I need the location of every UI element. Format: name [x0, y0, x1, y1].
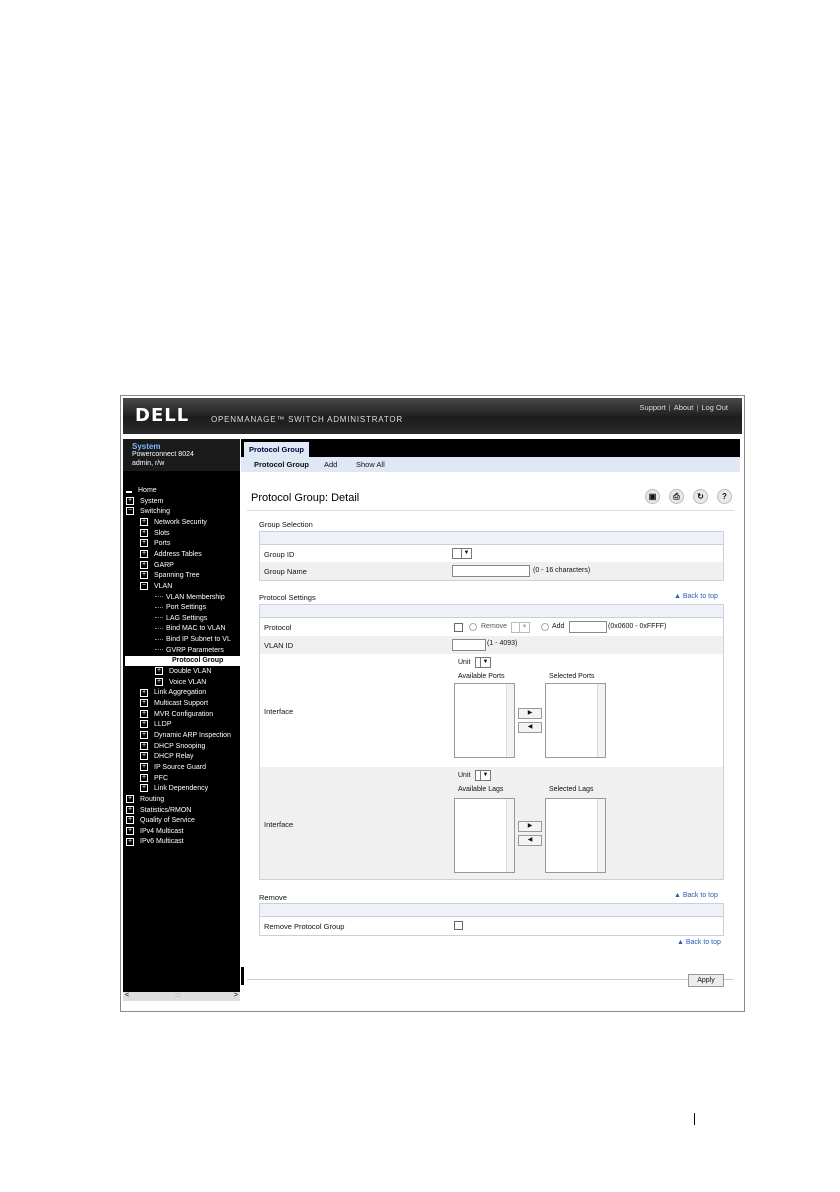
protocol-row: [260, 618, 723, 636]
dell-logo: DELL: [135, 405, 190, 426]
nav-item-statistics-rmon[interactable]: [126, 806, 191, 816]
nav-hscrollbar[interactable]: [123, 992, 240, 1001]
interface-label-lags: Interface: [264, 820, 294, 829]
nav-item-ports[interactable]: [140, 539, 170, 549]
expand-icon[interactable]: +: [141, 699, 147, 707]
tree-connector-icon: [155, 649, 163, 650]
tree-connector-icon: [155, 628, 163, 629]
nav-item-slots[interactable]: [140, 529, 170, 539]
nav-item-label: GVRP Parameters: [166, 646, 224, 654]
apply-button[interactable]: Apply: [688, 974, 724, 987]
product-name: OPENMANAGE™ SWITCH ADMINISTRATOR: [211, 415, 403, 424]
nav-item-address-tables[interactable]: [140, 550, 202, 560]
nav-item-label: Dynamic ARP Inspection: [154, 731, 231, 739]
back-to-top-link-1[interactable]: ▲ Back to top: [674, 593, 718, 600]
remove-protocol-group-row: [260, 917, 723, 935]
pane-splitter[interactable]: [241, 967, 244, 985]
nav-item-label: Protocol Group: [172, 657, 224, 665]
remove-radio[interactable]: [469, 623, 477, 631]
expand-icon[interactable]: +: [141, 763, 147, 771]
nav-item-garp[interactable]: [140, 561, 174, 571]
nav-item-label: Port Settings: [166, 604, 207, 612]
nav-item-label: LAG Settings: [166, 614, 208, 622]
protocol-settings-panel: [259, 604, 724, 880]
nav-item-label: Double VLAN: [169, 668, 212, 676]
expand-icon[interactable]: +: [141, 528, 147, 536]
nav-item-label: Voice VLAN: [169, 678, 207, 686]
expand-icon[interactable]: +: [141, 518, 147, 526]
nav-item-ipv4-multicast[interactable]: [126, 827, 184, 837]
available-lags-label: Available Lags: [458, 786, 504, 793]
nav-item-label: System: [140, 497, 164, 505]
vlan-id-input[interactable]: [452, 639, 486, 651]
group-name-hint: (0 - 16 characters): [533, 567, 591, 574]
sub-tab-bar: [241, 457, 740, 472]
nav-item-label: Network Security: [154, 518, 207, 526]
nav-item-double-vlan[interactable]: [155, 667, 211, 677]
group-id-row: [260, 545, 723, 562]
group-name-input[interactable]: [452, 565, 530, 577]
nav-item-spanning-tree[interactable]: [140, 571, 200, 581]
selected-lags-label: Selected Lags: [549, 786, 594, 793]
interface-ports-row: [260, 654, 723, 767]
expand-icon[interactable]: +: [141, 731, 147, 739]
nav-item-label: DHCP Snooping: [154, 742, 206, 750]
nav-item-label: Bind IP Subnet to VL: [166, 636, 231, 644]
help-icon[interactable]: ?: [717, 489, 732, 504]
expand-icon[interactable]: +: [141, 550, 147, 558]
expand-icon[interactable]: +: [127, 816, 133, 824]
nav-item-gvrp-parameters[interactable]: [155, 646, 224, 656]
group-selection-heading: Group Selection: [259, 520, 313, 529]
nav-item-label: VLAN: [154, 582, 173, 590]
vlan-id-row: [260, 636, 723, 654]
unit-label-lags: Unit: [458, 772, 471, 779]
nav-item-voice-vlan[interactable]: [155, 678, 206, 688]
protocol-range-hint: (0x0600 - 0xFFFF): [608, 623, 667, 630]
page-margin-mark: [694, 1113, 695, 1125]
chevron-down-icon: ▼: [519, 623, 529, 632]
protocol-checkbox[interactable]: [454, 623, 463, 632]
remove-select[interactable]: [511, 622, 530, 633]
group-name-row: [260, 562, 723, 580]
remove-heading: Remove: [259, 893, 287, 902]
nav-item-dhcp-relay[interactable]: [140, 752, 194, 762]
nav-item-label: LLDP: [154, 721, 172, 729]
expand-icon[interactable]: +: [156, 667, 162, 675]
nav-item-routing[interactable]: [126, 795, 164, 805]
system-title[interactable]: System: [132, 442, 161, 451]
nav-item-label: Routing: [140, 795, 165, 803]
collapse-icon[interactable]: −: [141, 582, 147, 589]
group-id-select[interactable]: [452, 548, 472, 559]
available-ports-label: Available Ports: [458, 673, 505, 680]
nav-item-home[interactable]: [126, 486, 157, 496]
chevron-down-icon: ▼: [480, 658, 490, 667]
nav-item-label: DHCP Relay: [154, 753, 194, 761]
nav-item-ip-source-guard[interactable]: [140, 763, 206, 773]
nav-item-label: Home: [138, 487, 157, 494]
protocol-settings-heading: Protocol Settings: [259, 593, 316, 602]
nav-item-pfc[interactable]: [140, 774, 168, 784]
print-icon[interactable]: ⎙: [669, 489, 684, 504]
selected-ports-list[interactable]: [545, 683, 606, 758]
selected-lags-list[interactable]: [545, 798, 606, 873]
expand-icon[interactable]: +: [156, 677, 162, 685]
nav-item-port-settings[interactable]: [155, 603, 206, 613]
bottom-divider: [247, 979, 734, 980]
expand-icon[interactable]: +: [141, 741, 147, 749]
nav-item-vlan[interactable]: [140, 582, 172, 592]
unit-label-ports: Unit: [458, 659, 471, 666]
expand-icon[interactable]: +: [127, 805, 133, 813]
expand-icon[interactable]: +: [141, 571, 147, 579]
selected-ports-label: Selected Ports: [549, 673, 595, 680]
home-icon: [126, 488, 132, 493]
available-lags-list[interactable]: [454, 798, 515, 873]
expand-icon[interactable]: +: [127, 837, 133, 845]
scroll-right-icon[interactable]: >: [233, 992, 238, 999]
unit-select-ports[interactable]: [475, 657, 491, 668]
expand-icon[interactable]: +: [141, 539, 147, 547]
vlan-id-hint: (1 - 4093): [487, 640, 518, 647]
vlan-id-label: VLAN ID: [264, 641, 294, 650]
title-divider: [247, 510, 734, 511]
remove-lag-button[interactable]: ◀: [518, 835, 542, 846]
nav-item-bind-ip-subnet-to-vl[interactable]: [155, 635, 231, 645]
save-icon[interactable]: ▣: [645, 489, 660, 504]
expand-icon[interactable]: +: [127, 826, 133, 834]
add-label: Add: [552, 623, 565, 630]
scroll-left-icon[interactable]: <: [125, 992, 130, 999]
system-info: [123, 439, 240, 471]
subtab-protocol-group[interactable]: Protocol Group: [254, 460, 309, 469]
nav-item-label: Statistics/RMON: [140, 806, 192, 814]
tree-connector-icon: [155, 639, 163, 640]
nav-item-label: Link Dependency: [154, 785, 209, 793]
header-bar: [123, 398, 742, 434]
content-pane: [241, 439, 740, 1011]
nav-item-dhcp-snooping[interactable]: [140, 742, 205, 752]
nav-item-label: Address Tables: [154, 550, 202, 558]
back-to-top-link-3[interactable]: ▲ Back to top: [677, 939, 721, 946]
nav-item-label: Quality of Service: [140, 817, 195, 825]
nav-item-mvr-configuration[interactable]: [140, 710, 213, 720]
protocol-label: Protocol: [264, 623, 292, 632]
expand-icon[interactable]: +: [141, 560, 147, 568]
nav-item-system[interactable]: [126, 497, 163, 507]
nav-item-label: Ports: [154, 540, 171, 548]
remove-port-button[interactable]: ◀: [518, 722, 542, 733]
tab-protocol-group[interactable]: Protocol Group: [244, 442, 309, 457]
interface-lags-row: [260, 767, 723, 879]
nav-item-label: GARP: [154, 561, 174, 569]
remove-panel: [259, 903, 724, 936]
nav-item-ipv6-multicast[interactable]: [126, 837, 184, 847]
remove-label: Remove: [481, 623, 508, 630]
group-id-label: Group ID: [264, 550, 295, 559]
chevron-down-icon: ▼: [461, 549, 471, 558]
back-to-top-link-2[interactable]: ▲ Back to top: [674, 892, 718, 899]
nav-item-label: Spanning Tree: [154, 572, 200, 580]
expand-icon[interactable]: +: [141, 784, 147, 792]
nav-item-network-security[interactable]: [140, 518, 207, 528]
add-port-button[interactable]: ▶: [518, 708, 542, 719]
collapse-icon[interactable]: −: [127, 507, 133, 515]
interface-label-ports: Interface: [264, 707, 294, 716]
nav-item-label: Link Aggregation: [154, 689, 207, 697]
expand-icon[interactable]: +: [141, 752, 147, 760]
system-model: Powerconnect 8024: [132, 451, 194, 458]
subtab-add[interactable]: Add: [324, 460, 338, 469]
scroll-grip-icon[interactable]: :::: [175, 992, 181, 999]
expand-icon[interactable]: +: [127, 795, 133, 802]
system-user: admin, r/w: [132, 460, 165, 467]
page-title: Protocol Group: Detail: [251, 492, 360, 504]
group-selection-panel: [259, 531, 724, 581]
nav-item-link-aggregation[interactable]: [140, 688, 206, 698]
refresh-icon[interactable]: ↻: [693, 489, 708, 504]
nav-item-label: IPv6 Multicast: [140, 838, 184, 846]
nav-item-vlan-membership[interactable]: [155, 593, 225, 603]
support-link[interactable]: Support: [639, 403, 666, 412]
page-tools: [636, 489, 732, 504]
tree-connector-icon: [155, 617, 163, 618]
nav-item-label: MVR Configuration: [154, 710, 214, 718]
nav-item-switching[interactable]: [126, 507, 170, 517]
top-links: Support | About | Log Out: [639, 403, 728, 412]
nav-item-quality-of-service[interactable]: [126, 816, 195, 826]
expand-icon[interactable]: +: [127, 496, 133, 504]
expand-icon[interactable]: +: [141, 709, 147, 717]
nav-item-label: Switching: [140, 508, 170, 516]
add-radio[interactable]: [541, 623, 549, 631]
nav-item-bind-mac-to-vlan[interactable]: [155, 624, 226, 634]
add-lag-button[interactable]: ▶: [518, 821, 542, 832]
nav-item-dynamic-arp-inspection[interactable]: [140, 731, 231, 741]
nav-item-lag-settings[interactable]: [155, 614, 207, 624]
available-ports-list[interactable]: [454, 683, 515, 758]
remove-protocol-group-checkbox[interactable]: [454, 921, 463, 930]
tree-connector-icon: [155, 596, 163, 597]
subtab-show-all[interactable]: Show All: [356, 460, 385, 469]
nav-item-multicast-support[interactable]: [140, 699, 208, 709]
unit-select-lags[interactable]: [475, 770, 491, 781]
nav-item-label: PFC: [154, 774, 168, 782]
tab-bar: [241, 439, 740, 457]
expand-icon[interactable]: +: [141, 773, 147, 781]
logout-link[interactable]: Log Out: [701, 403, 728, 412]
left-nav: [123, 439, 240, 1001]
app-window: [120, 395, 745, 1012]
nav-item-label: IP Source Guard: [154, 763, 207, 771]
nav-item-label: IPv4 Multicast: [140, 827, 184, 835]
remove-protocol-group-label: Remove Protocol Group: [264, 922, 345, 931]
tree-connector-icon: [155, 607, 163, 608]
nav-item-label: Multicast Support: [154, 700, 209, 707]
expand-icon[interactable]: +: [141, 688, 147, 696]
nav-item-label: Slots: [154, 529, 170, 537]
nav-item-link-dependency[interactable]: [140, 784, 208, 794]
expand-icon[interactable]: +: [141, 720, 147, 728]
nav-item-lldp[interactable]: [140, 720, 172, 730]
group-name-label: Group Name: [264, 567, 307, 576]
nav-item-label: Bind MAC to VLAN: [166, 625, 226, 633]
about-link[interactable]: About: [673, 403, 694, 412]
nav-item-label: VLAN Membership: [166, 593, 225, 601]
add-protocol-input[interactable]: [569, 621, 607, 633]
chevron-down-icon: ▼: [480, 771, 490, 780]
